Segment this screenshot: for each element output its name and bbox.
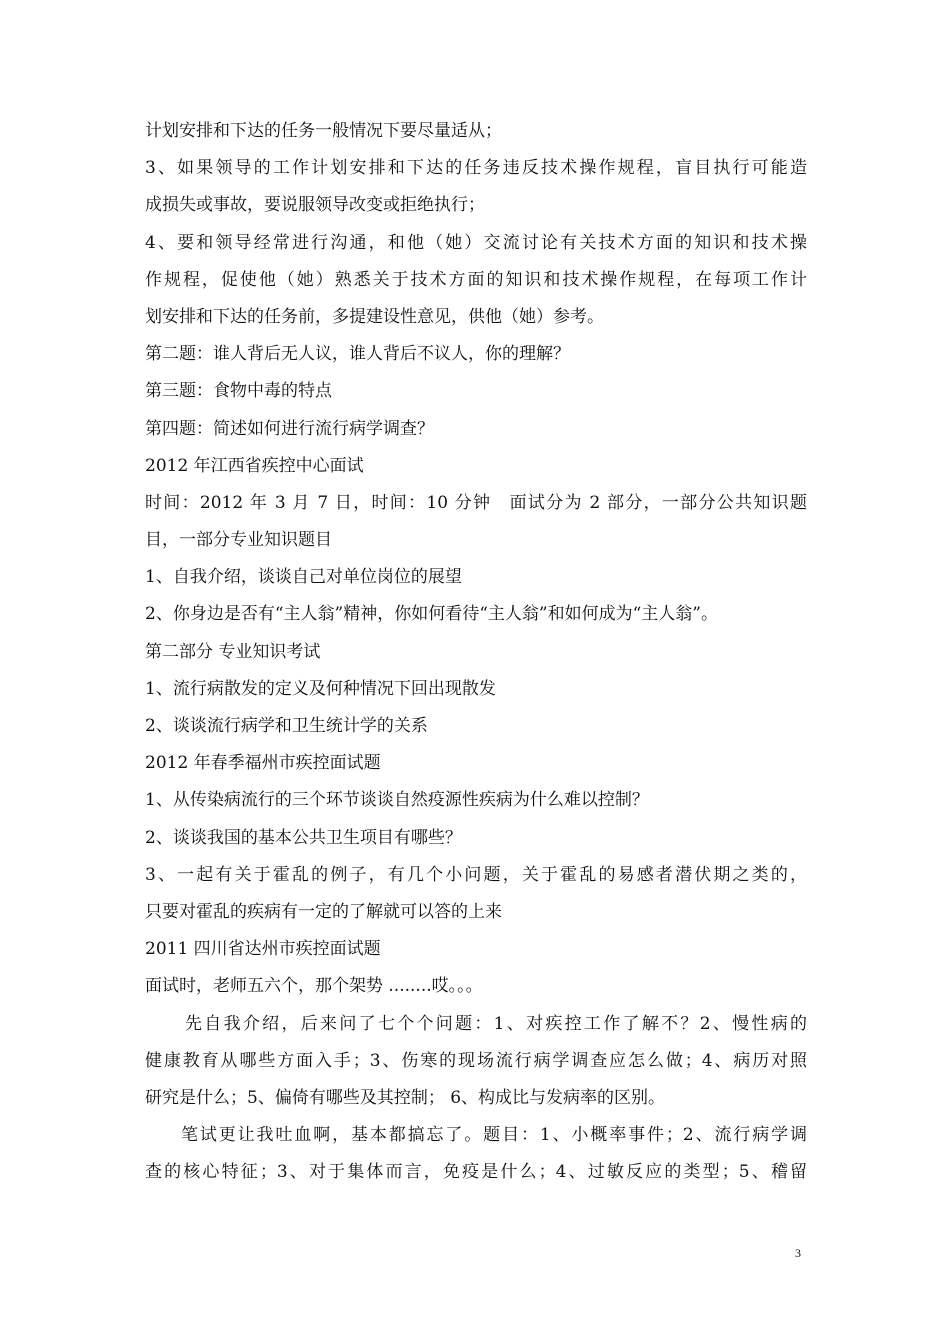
text-line: 第二题：谁人背后无人议，谁人背后不议人，你的理解？: [145, 344, 570, 365]
text-line: 2011 四川省达州市疾控面试题: [145, 939, 381, 960]
page-number: 3: [795, 1246, 801, 1260]
text-line: 计划安排和下达的任务一般情况下要尽量适从；: [145, 121, 502, 141]
text-line: 先自我介绍，后来问了七个个问题：1、对疾控工作了解不？2、慢性病的: [185, 1013, 807, 1034]
text-line: 2、谈谈流行病学和卫生统计学的关系: [145, 716, 428, 736]
text-line: 划安排和下达的任务前，多提建设性意见，供他（她）参考。: [145, 306, 604, 327]
text-line: 2012 年江西省疾控中心面试: [145, 455, 364, 476]
text-line: 1、流行病散发的定义及何种情况下回出现散发: [145, 678, 496, 699]
text-line: 研究是什么；5、偏倚有哪些及其控制； 6、构成比与发病率的区别。: [145, 1087, 666, 1108]
text-line: 1、从传染病流行的三个环节谈谈自然疫源性疾病为什么难以控制？: [145, 790, 649, 811]
text-line: 笔试更让我吐血啊，基本都搞忘了。题目：1、小概率事件；2、流行病学调: [181, 1125, 807, 1146]
text-line: 查的核心特征；3、对于集体而言，免疫是什么；4、过敏反应的类型；5、稽留: [145, 1162, 807, 1183]
text-line: 2、你身边是否有“主人翁”精神，你如何看待“主人翁”和如何成为“主人翁”。: [145, 604, 718, 625]
text-line: 第四题：简述如何进行流行病学调查？: [145, 418, 434, 439]
text-line: 2、谈谈我国的基本公共卫生项目有哪些？: [145, 827, 462, 848]
text-line: 2012 年春季福州市疾控面试题: [145, 753, 381, 774]
text-line: 只要对霍乱的疾病有一定的了解就可以答的上来: [145, 901, 502, 922]
text-line: 1、自我介绍，谈谈自己对单位岗位的展望: [145, 567, 462, 588]
text-line: 3、一起有关于霍乱的例子，有几个小问题，关于霍乱的易感者潜伏期之类的，: [145, 864, 807, 885]
text-line: 健康教育从哪些方面入手；3、伤寒的现场流行病学调查应怎么做；4、病历对照: [145, 1050, 807, 1071]
text-line: 第三题：食物中毒的特点: [145, 381, 332, 402]
text-line: 面试时，老师五六个，那个架势 ........哎。。。: [145, 976, 483, 997]
text-line: 目，一部分专业知识题目: [145, 530, 332, 551]
text-line: 第二部分 专业知识考试: [145, 641, 321, 662]
text-line: 时间：2012 年 3 月 7 日，时间：10 分钟 面试分为 2 部分，一部分公共知识题: [145, 492, 807, 513]
text-line: 3、如果领导的工作计划安排和下达的任务违反技术操作规程，盲目执行可能造: [145, 158, 807, 179]
text-line: 4、要和领导经常进行沟通，和他（她）交流讨论有关技术方面的知识和技术操: [145, 232, 807, 253]
document-body: [145, 113, 807, 1191]
text-line: 作规程，促使他（她）熟悉关于技术方面的知识和技术操作规程，在每项工作计: [145, 269, 807, 290]
text-line: 成损失或事故，要说服领导改变或拒绝执行；: [145, 195, 485, 216]
